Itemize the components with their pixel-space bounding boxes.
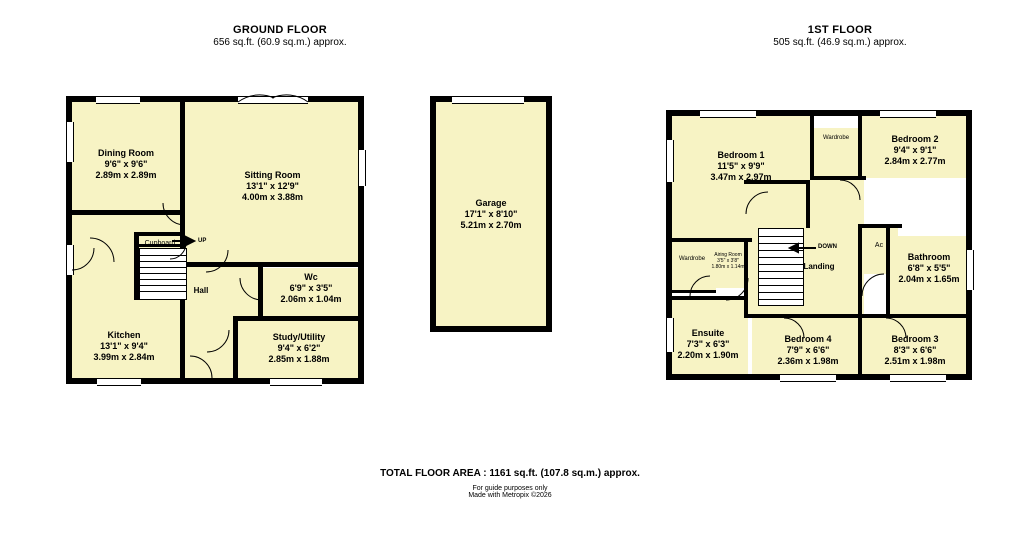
room-label-ensuite (668, 328, 748, 361)
garage-door (452, 96, 524, 104)
room-dim-m: 3.47m x 2.97m (710, 172, 772, 182)
room-dim-ft: 7'3" x 6'3" (686, 339, 730, 349)
window (270, 378, 322, 386)
first-floor-title: 1ST FLOOR (807, 24, 873, 36)
room-dim-ft: 8'3" x 6'6" (893, 345, 937, 355)
footer-note-2: Made with Metropix ©2026 (468, 492, 552, 499)
room-dim-ft: 13'1" x 12'9" (246, 181, 299, 191)
wall (66, 210, 185, 215)
room-dim-m: 2.85m x 1.88m (268, 354, 330, 364)
room-name: Bedroom 4 (784, 334, 832, 344)
room-name: Dining Room (98, 148, 154, 158)
wall (810, 176, 866, 180)
wall (134, 232, 182, 236)
window (96, 96, 140, 104)
wall (744, 238, 748, 318)
room-label-dining (70, 148, 182, 181)
room-dim-m: 4.00m x 3.88m (241, 192, 304, 202)
room-name: Bedroom 2 (891, 134, 939, 144)
room-label-study (238, 332, 360, 365)
room-name: Ensuite (691, 328, 725, 338)
label-cupboard: Cupboard (144, 240, 176, 247)
window (890, 374, 946, 382)
ground-floor-area: 656 sq.ft. (60.9 sq.m.) approx. (213, 37, 347, 48)
wall (185, 262, 364, 267)
room-label-bathroom (888, 252, 970, 285)
room-name: Kitchen (107, 330, 141, 340)
room-label-bed4 (752, 334, 864, 367)
window (880, 110, 936, 118)
room-dim-m: 2.84m x 2.77m (884, 156, 946, 166)
total-floor-area: TOTAL FLOOR AREA : 1161 sq.ft. (107.8 sq.m.) approx. (380, 468, 640, 479)
label-airing-room (700, 252, 756, 270)
room-dim-ft: 13'1" x 9'4" (100, 341, 148, 351)
airing-dim-m: 1.80m x 1.14m (711, 264, 745, 270)
window (358, 150, 366, 186)
wall (858, 224, 862, 316)
room-name: Bedroom 1 (717, 150, 765, 160)
stairs-up-label: UP (198, 238, 207, 244)
room-label-kitchen (66, 330, 182, 363)
room-dim-m: 2.04m x 1.65m (898, 274, 960, 284)
room-dim-m: 2.89m x 2.89m (95, 170, 157, 180)
footer-note-1: For guide purposes only (472, 485, 548, 492)
wall (666, 290, 716, 293)
room-dim-ft: 6'9" x 3'5" (289, 283, 333, 293)
room-name: Sitting Room (244, 170, 301, 180)
window (66, 245, 74, 275)
room-dim-ft: 11'5" x 9'9" (717, 161, 765, 171)
room-label-sitting (190, 170, 355, 203)
room-dim-ft: 7'9" x 6'6" (786, 345, 830, 355)
room-label-bed3 (860, 334, 970, 367)
room-label-wc (262, 272, 360, 305)
room-dim-m: 5.21m x 2.70m (460, 220, 522, 230)
stairs-down-label: DOWN (818, 244, 837, 250)
room-dim-ft: 6'8" x 5'5" (907, 263, 951, 273)
room-name: Wc (304, 272, 318, 282)
room-name: Study/Utility (272, 332, 326, 342)
room-dim-m: 2.06m x 1.04m (280, 294, 342, 304)
airing-name: Airing Room (714, 252, 742, 258)
label-ac: Ac (874, 242, 884, 249)
wall (858, 224, 902, 228)
label-wardrobe-left: Wardrobe (678, 256, 706, 262)
window (97, 378, 141, 386)
room-dim-m: 2.36m x 1.98m (777, 356, 839, 366)
ground-floor-title: GROUND FLOOR (232, 24, 328, 36)
airing-dim-ft: 3'5" x 3'8" (717, 258, 739, 264)
label-wardrobe-top: Wardrobe (822, 135, 850, 141)
wall (233, 316, 364, 321)
wall (806, 180, 810, 228)
first-floor-area: 505 sq.ft. (46.9 sq.m.) approx. (773, 37, 907, 48)
room-dim-m: 2.51m x 1.98m (884, 356, 946, 366)
staircase-ground (139, 248, 187, 300)
room-dim-ft: 17'1" x 8'10" (464, 209, 518, 219)
room-dim-m: 3.99m x 2.84m (93, 352, 155, 362)
room-dim-ft: 9'6" x 9'6" (104, 159, 148, 169)
footer (0, 468, 1020, 499)
window (700, 110, 756, 118)
room-dim-ft: 9'4" x 6'2" (277, 343, 321, 353)
label-landing: Landing (803, 262, 835, 271)
room-name: Garage (475, 198, 507, 208)
room-dim-m: 2.20m x 1.90m (677, 350, 739, 360)
room-name: Bathroom (907, 252, 951, 262)
wall (666, 296, 748, 300)
room-label-bed1 (670, 150, 812, 183)
room-label-bed2 (860, 134, 970, 167)
window (780, 374, 836, 382)
window (238, 96, 308, 104)
wall (666, 238, 752, 242)
label-hall: Hall (193, 286, 209, 295)
room-name: Bedroom 3 (891, 334, 939, 344)
wall (430, 326, 552, 332)
room-label-garage (434, 198, 548, 231)
room-dim-ft: 9'4" x 9'1" (893, 145, 937, 155)
